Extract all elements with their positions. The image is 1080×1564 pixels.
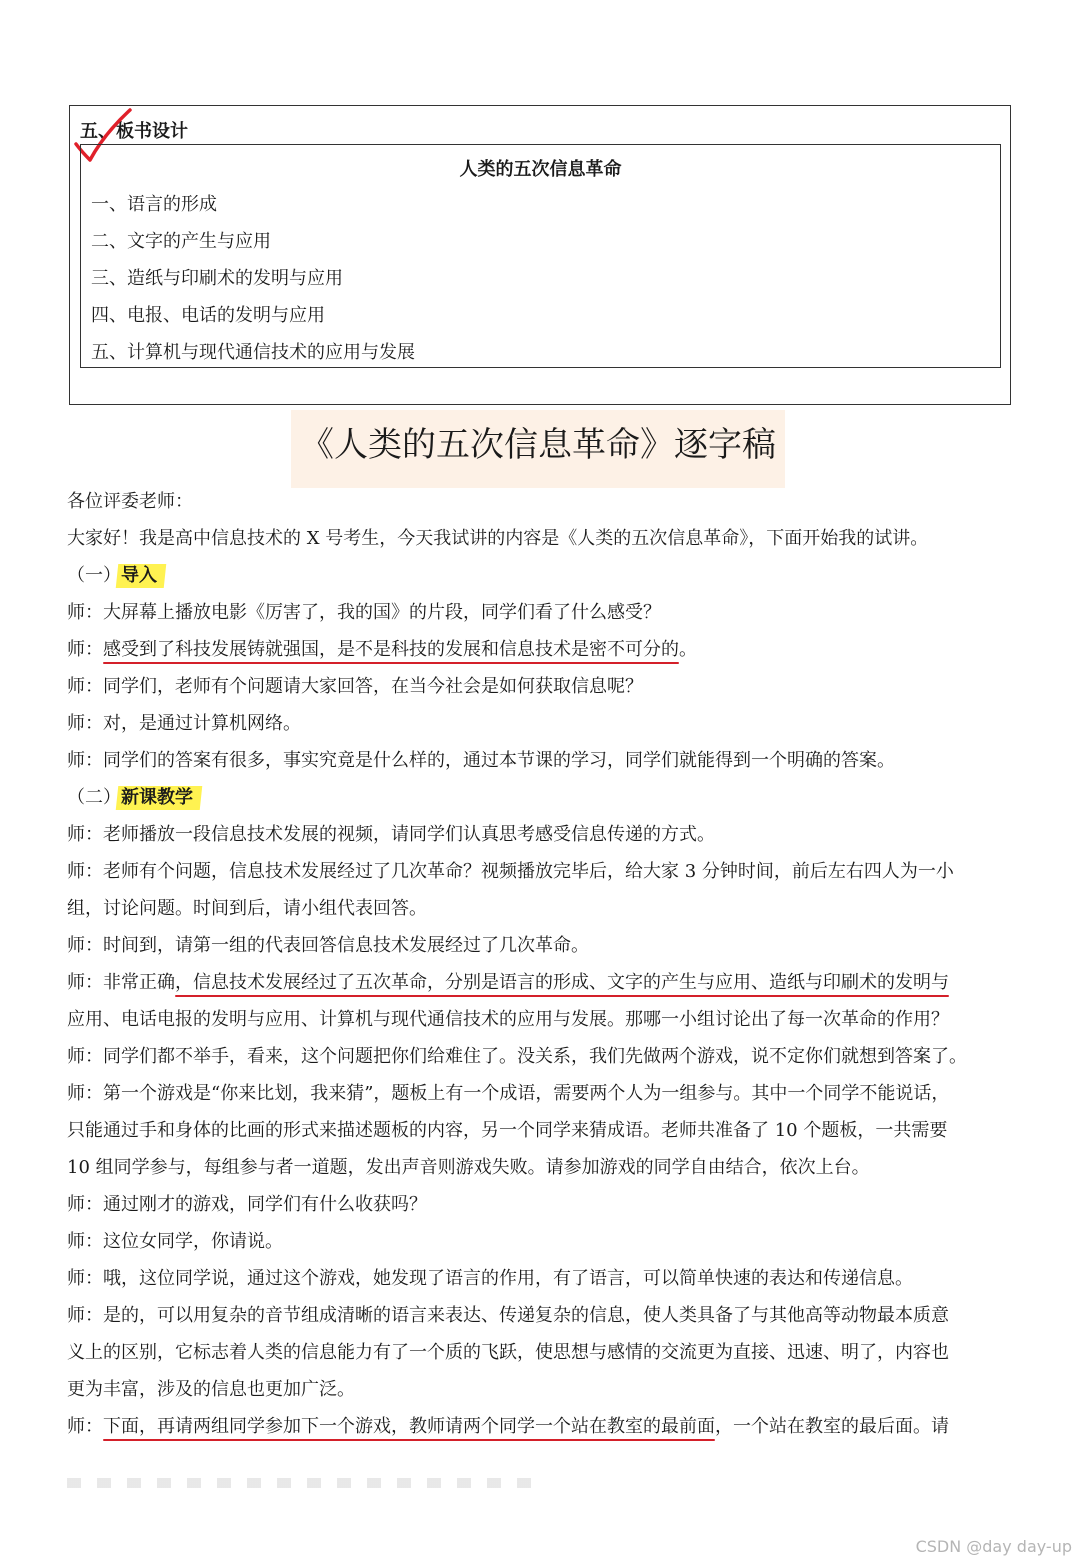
- text-line: 师：同学们都不举手，看来，这个问题把你们给难住了。没关系，我们先做两个游戏，说不定你们就想到答案了。: [67, 1046, 967, 1067]
- greeting: 各位评委老师：: [67, 491, 193, 512]
- board-item: 一、语言的形成: [91, 194, 217, 215]
- text-line: 师：同学们的答案有很多，事实究竟是什么样的，通过本节课的学习，同学们就能得到一个明确的答案。: [67, 750, 895, 771]
- board-item: 二、文字的产生与应用: [91, 231, 271, 252]
- board-item: 三、造纸与印刷术的发明与应用: [91, 268, 343, 289]
- section-heading-new-lesson: [67, 784, 193, 812]
- text-line: 师：大屏幕上播放电影《厉害了，我的国》的片段，同学们看了什么感受？: [67, 602, 661, 623]
- text-line: [67, 969, 949, 997]
- watermark: CSDN @day day-up: [915, 1537, 1072, 1556]
- text-line: 更为丰富，涉及的信息也更加广泛。: [67, 1379, 355, 1400]
- board-item: 五、计算机与现代通信技术的应用与发展: [91, 342, 415, 363]
- text-line: 师：哦，这位同学说，通过这个游戏，她发现了语言的作用，有了语言，可以简单快速的表达和传递信息。: [67, 1268, 913, 1289]
- text-line: 应用、电话电报的发明与应用、计算机与现代通信技术的应用与发展。那哪一小组讨论出了每一次革命的作用？: [67, 1009, 949, 1030]
- text-line: [67, 636, 697, 664]
- text-line: 师：对，是通过计算机网络。: [67, 713, 301, 734]
- text-line: 师：时间到，请第一组的代表回答信息技术发展经过了几次革命。: [67, 935, 589, 956]
- underlined-text: 感受到了科技发展铸就强国，是不是科技的发展和信息技术是密不可分的: [103, 639, 679, 660]
- highlighted-section-label: 导入: [121, 562, 157, 590]
- text-line: 义上的区别，它标志着人类的信息能力有了一个质的飞跃，使思想与感情的交流更为直接、迅速、明了，内容也: [67, 1342, 949, 1363]
- section-heading-intro: [67, 562, 157, 590]
- text-fragment: 。: [679, 639, 697, 660]
- cut-off-text-line: [67, 1478, 537, 1488]
- text-line: 师：这位女同学，你请说。: [67, 1231, 283, 1252]
- board-item: 四、电报、电话的发明与应用: [91, 305, 325, 326]
- board-title: 人类的五次信息革命: [459, 159, 622, 180]
- text-line: [67, 1413, 949, 1441]
- highlighted-section-label: 新课教学: [121, 784, 193, 812]
- speaker-prefix: 师：: [67, 1416, 103, 1437]
- text-line: 10 组同学参与，每组参与者一道题，发出声音则游戏失败。请参加游戏的同学自由结合，依次上台。: [67, 1157, 870, 1178]
- text-line: 大家好！我是高中信息技术的 X 号考生，今天我试讲的内容是《人类的五次信息革命》，下面开始我的试讲。: [67, 528, 929, 549]
- text-fragment: ，一个站在教室的最后面。请: [715, 1416, 949, 1437]
- board-item-list: [91, 192, 415, 377]
- text-line: 师：是的，可以用复杂的音节组成清晰的语言来表达、传递复杂的信息，使人类具备了与其他高等动物最本质意: [67, 1305, 949, 1326]
- text-line: 师：老师有个问题，信息技术发展经过了几次革命？视频播放完毕后，给大家 3 分钟时间，前后左右四人为一小: [67, 861, 954, 882]
- section-number: （二）: [67, 787, 121, 808]
- text-line: 师：通过刚才的游戏，同学们有什么收获吗？: [67, 1194, 427, 1215]
- board-content-box: [80, 144, 1001, 368]
- text-line: 师：老师播放一段信息技术发展的视频，请同学们认真思考感受信息传递的方式。: [67, 824, 715, 845]
- text-line: 师：第一个游戏是“你来比划，我来猜”，题板上有一个成语，需要两个人为一组参与。其中一个同学不能说话，: [67, 1083, 950, 1104]
- text-line: 师：同学们，老师有个问题请大家回答，在当今社会是如何获取信息呢？: [67, 676, 643, 697]
- text-fragment: 师：非常正确: [67, 972, 175, 993]
- text-line: 只能通过手和身体的比画的形式来描述题板的内容，另一个同学来猜成语。老师共准备了 10 个题板，一共需要: [67, 1120, 948, 1141]
- text-line: 组，讨论问题。时间到后，请小组代表回答。: [67, 898, 427, 919]
- board-heading: 五、板书设计: [80, 121, 188, 142]
- document-title: 《人类的五次信息革命》逐字稿: [291, 410, 785, 488]
- section-number: （一）: [67, 565, 121, 586]
- underlined-text: 下面，再请两组同学参加下一个游戏，教师请两个同学一个站在教室的最前面: [103, 1416, 715, 1437]
- underlined-text: ，信息技术发展经过了五次革命，分别是语言的形成、文字的产生与应用、造纸与印刷术的发明与: [175, 972, 949, 993]
- speaker-prefix: 师：: [67, 639, 103, 660]
